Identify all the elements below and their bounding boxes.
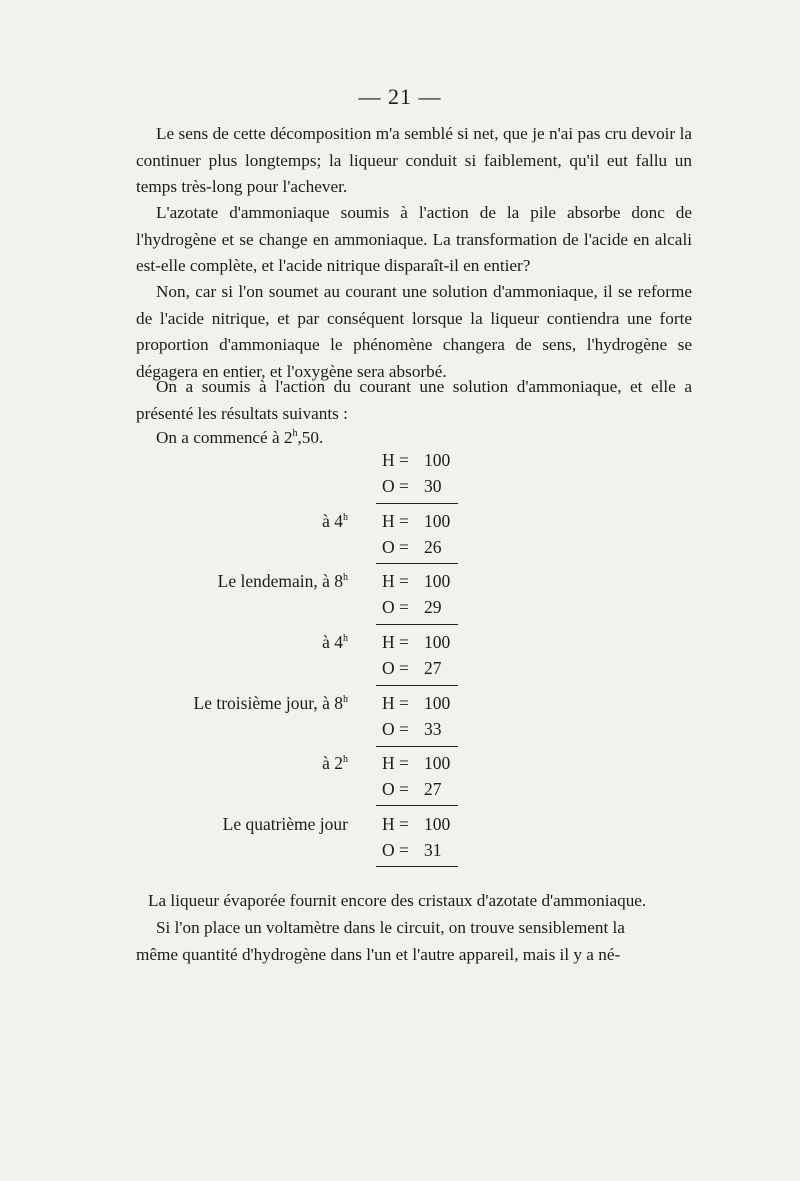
separator-rule — [376, 805, 458, 806]
oxygen-value: O = 26 — [382, 537, 442, 557]
hydrogen-value: H = 100 — [382, 693, 451, 713]
measurement-label: à 4$^h$ — [322, 632, 348, 652]
measurement-row — [0, 508, 800, 534]
paragraph-2: L'azotate d'ammoniaque soumis à l'action de la pile absorbe donc de l'hydrogène et se change en ammoniaque. La transformation de l'acide en alcali est-elle complète, et l'acide nitrique disparaît-il en entier? — [136, 203, 692, 275]
paragraph-7 — [136, 915, 692, 968]
oxygen-row — [0, 594, 800, 620]
oxygen-row — [0, 776, 800, 802]
paragraph-7-line-1: Si l'on place un voltamètre dans le circuit, on trouve sensiblement la — [156, 918, 625, 937]
separator-rule — [376, 503, 458, 504]
start-time-prefix: On a commencé à 2 — [156, 428, 293, 447]
paragraph-7-line-2: même quantité d'hydrogène dans l'un et l'autre appareil, mais il y a né- — [136, 944, 621, 964]
measurement-row — [0, 447, 800, 473]
paragraph-1: Le sens de cette décomposition m'a semblé si net, que je n'ai pas cru devoir la continuer plus longtemps; la liqueur conduit si faiblement, qu'il eut fallu un temps très-long pour l'achever. — [136, 124, 692, 196]
separator-rule — [376, 563, 458, 564]
hydrogen-value: H = 100 — [382, 814, 451, 834]
measurement-label: à 4$^h$ — [322, 511, 348, 531]
measurement-row — [0, 690, 800, 716]
hydrogen-value: H = 100 — [382, 511, 451, 531]
oxygen-value: O = 27 — [382, 658, 442, 678]
hydrogen-value: H = 100 — [382, 450, 451, 470]
oxygen-row — [0, 655, 800, 681]
oxygen-value: O = 33 — [382, 719, 442, 739]
separator-rule — [376, 866, 458, 867]
hydrogen-value: H = 100 — [382, 632, 451, 652]
oxygen-row — [0, 473, 800, 499]
measurement-row — [0, 629, 800, 655]
measurement-label: à 2$^h$ — [322, 753, 348, 773]
oxygen-value: O = 30 — [382, 476, 442, 496]
paragraph-6: La liqueur évaporée fournit encore des cristaux d'azotate d'ammoniaque. — [148, 891, 647, 910]
separator-rule — [376, 746, 458, 747]
start-time-suffix: ,50. — [297, 428, 324, 447]
oxygen-row — [0, 837, 800, 863]
oxygen-row — [0, 534, 800, 560]
page-number: — 21 — — [358, 84, 442, 109]
measurement-row — [0, 750, 800, 776]
measurement-label: Le troisième jour, à 8$^h$ — [193, 693, 348, 713]
measurement-row — [0, 811, 800, 837]
hydrogen-value: H = 100 — [382, 753, 451, 773]
measurement-label: Le lendemain, à 8$^h$ — [217, 571, 348, 591]
oxygen-value: O = 27 — [382, 779, 442, 799]
measurement-label: Le quatrième jour — [222, 814, 348, 834]
separator-rule — [376, 685, 458, 686]
oxygen-row — [0, 716, 800, 742]
paragraph-3: Non, car si l'on soumet au courant une solution d'ammoniaque, il se reforme de l'acide nitrique, et par conséquent lorsque la liqueur contiendra une forte proportion d'ammoniaque le phénomène changera de sens, l'hydrogène se dégagera en entier, et l'oxygène sera absorbé. — [136, 282, 692, 381]
separator-rule — [376, 624, 458, 625]
paragraph-4: On a soumis à l'action du courant une solution d'ammoniaque, et elle a présenté les résultats suivants : — [136, 377, 692, 423]
hydrogen-value: H = 100 — [382, 571, 451, 591]
start-time-sup: h — [292, 428, 298, 439]
oxygen-value: O = 31 — [382, 840, 442, 860]
oxygen-value: O = 29 — [382, 597, 442, 617]
measurement-row — [0, 568, 800, 594]
